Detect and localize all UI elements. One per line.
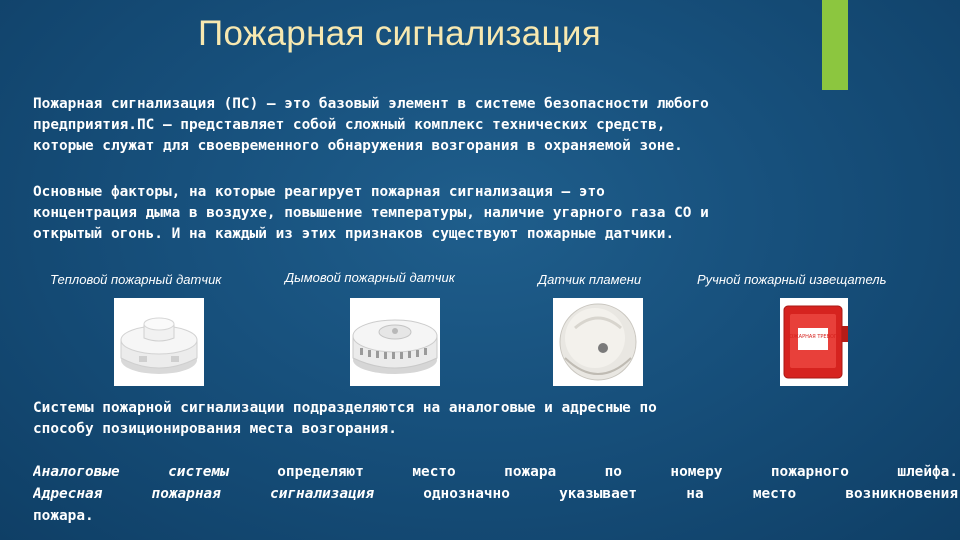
analog-systems-line bbox=[33, 462, 958, 483]
manual-call-point-icon bbox=[780, 298, 848, 386]
addressable-systems-line bbox=[33, 484, 958, 505]
factors-line: концентрация дыма в воздухе, повышение температуры, наличие угарного газа СО и bbox=[33, 205, 709, 221]
factors-line: открытый огонь. И на каждый из этих признаков существуют пожарные датчики. bbox=[33, 226, 675, 242]
intro-line: Пожарная сигнализация (ПС) – это базовый элемент в системе безопасности любого bbox=[33, 96, 709, 112]
systems-paragraph bbox=[33, 398, 938, 440]
intro-line: которые служат для своевременного обнаружения возгорания в охраняемой зоне. bbox=[33, 138, 683, 154]
heat-detector-icon bbox=[114, 298, 204, 386]
smoke-detector-label: Дымовой пожарный датчик bbox=[285, 270, 455, 285]
analog-text: определяют место пожара по номеру пожарного шлейфа. bbox=[277, 464, 958, 480]
addressable-text: однозначно указывает на место возникновения bbox=[423, 486, 958, 502]
intro-line: предприятия.ПС – представляет собой сложный комплекс технических средств, bbox=[33, 117, 666, 133]
manual-call-point-text: ПОЖАРНАЯ ТРЕВОГА bbox=[785, 334, 841, 340]
accent-bar bbox=[822, 0, 848, 90]
addressable-term: Адресная пожарная сигнализация bbox=[33, 486, 375, 502]
slide-title: Пожарная сигнализация bbox=[198, 14, 601, 53]
factors-line: Основные факторы, на которые реагирует пожарная сигнализация – это bbox=[33, 184, 605, 200]
intro-paragraph bbox=[33, 94, 938, 157]
heat-detector-label: Тепловой пожарный датчик bbox=[50, 272, 222, 287]
factors-paragraph bbox=[33, 182, 938, 245]
smoke-detector-icon bbox=[350, 298, 440, 386]
analog-term: Аналоговые системы bbox=[33, 464, 229, 480]
systems-line: способу позиционирования места возгорания. bbox=[33, 421, 397, 437]
addressable-continuation: пожара. bbox=[33, 508, 94, 524]
manual-call-point-label: Ручной пожарный извещатель bbox=[697, 272, 887, 287]
systems-line: Системы пожарной сигнализации подразделяются на аналоговые и адресные по bbox=[33, 400, 657, 416]
flame-detector-label: Датчик пламени bbox=[538, 272, 642, 287]
flame-detector-icon bbox=[553, 298, 643, 386]
